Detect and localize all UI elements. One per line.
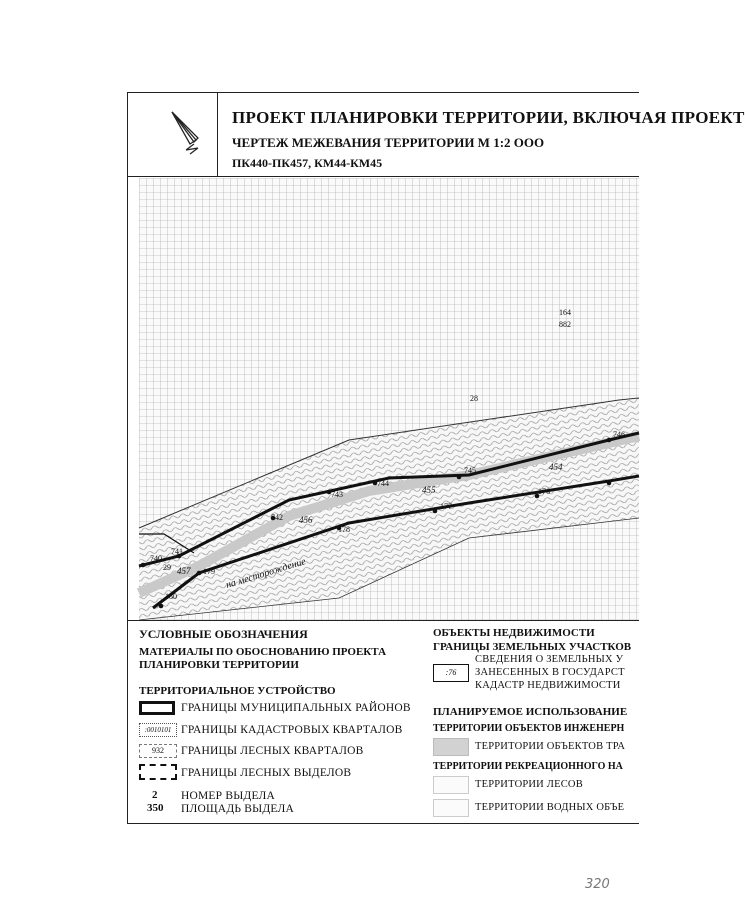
legend-item-forest-section: ГРАНИЦЫ ЛЕСНЫХ ВЫДЕЛОВ — [181, 767, 352, 779]
header-divider — [127, 176, 639, 177]
map-label-455: 455 — [422, 485, 436, 495]
forest-quarter-symbol: 932 — [139, 744, 177, 758]
map-label-741: 741 — [171, 547, 183, 556]
forest-section-symbol — [139, 764, 177, 780]
map-label-457: 457 — [177, 566, 191, 576]
planned-use-heading: ПЛАНИРУЕМОЕ ИСПОЛЬЗОВАНИЕ — [433, 706, 628, 718]
land-info-line2: ЗАНЕСЕННЫХ В ГОСУДАРСТ — [475, 667, 625, 678]
land-plots-heading: ГРАНИЦЫ ЗЕМЕЛЬНЫХ УЧАСТКОВ — [433, 641, 632, 653]
property-heading: ОБЪЕКТЫ НЕДВИЖИМОСТИ — [433, 627, 595, 639]
engineering-heading: ТЕРРИТОРИИ ОБЪЕКТОВ ИНЖЕНЕРН — [433, 723, 625, 734]
map-label-177: 177 — [440, 502, 452, 511]
land-info-line1: СВЕДЕНИЯ О ЗЕМЕЛЬНЫХ У — [475, 654, 624, 665]
engineering-symbol — [433, 738, 469, 756]
map-label-456: 456 — [299, 515, 313, 525]
legend-item-engineering: ТЕРРИТОРИИ ОБЪЕКТОВ ТРА — [475, 741, 626, 752]
section-number-label: НОМЕР ВЫДЕЛА — [181, 790, 276, 802]
section-area-sample: 350 — [147, 802, 164, 814]
map-canvas — [139, 178, 639, 620]
logo-divider — [217, 92, 218, 176]
map-label-744: 744 — [377, 479, 389, 488]
cadastral-quarter-symbol: :0010101 — [139, 723, 177, 737]
section-area-label: ПЛОЩАДЬ ВЫДЕЛА — [181, 803, 294, 815]
forest-territory-symbol — [433, 776, 469, 794]
map-label-742: 742 — [271, 513, 283, 522]
legend-item-forest: ТЕРРИТОРИИ ЛЕСОВ — [475, 779, 583, 790]
map-label-29: 29 — [163, 563, 171, 572]
materials-heading-line2: ПЛАНИРОВКИ ТЕРРИТОРИИ — [139, 659, 299, 671]
map-label-743: 743 — [331, 490, 343, 499]
section-number-sample: 2 — [152, 789, 158, 801]
map-label-176: 176 — [538, 487, 550, 496]
land-info-line3: КАДАСТР НЕДВИЖИМОСТИ — [475, 680, 621, 691]
legend-item-water: ТЕРРИТОРИИ ВОДНЫХ ОБЪЕ — [475, 802, 625, 813]
legend-item-cadastral: ГРАНИЦЫ КАДАСТРОВЫХ КВАРТАЛОВ — [181, 724, 403, 736]
map-label-180: 180 — [165, 592, 177, 601]
recreation-heading: ТЕРРИТОРИИ РЕКРЕАЦИОННОГО НА — [433, 761, 623, 772]
land-plot-symbol: :76 — [433, 664, 469, 682]
materials-heading-line1: МАТЕРИАЛЫ ПО ОБОСНОВАНИЮ ПРОЕКТА — [139, 646, 387, 658]
road-label: на месторождение — [224, 556, 308, 591]
map-label-745: 745 — [464, 466, 476, 475]
map-label-164: 164 — [559, 308, 571, 317]
map-label-28: 28 — [470, 394, 478, 403]
page-title: ПРОЕКТ ПЛАНИРОВКИ ТЕРРИТОРИИ, ВКЛЮЧАЯ ПРОЕКТ — [232, 108, 745, 127]
map-label-746: 746 — [613, 430, 625, 439]
map-area — [139, 178, 639, 620]
legend-divider — [127, 620, 639, 621]
north-arrow-icon — [150, 100, 210, 168]
picket-range: ПК440-ПК457, КМ44-КМ45 — [232, 156, 383, 170]
map-label-178: 178 — [338, 525, 350, 534]
legend-item-municipal: ГРАНИЦЫ МУНИЦИПАЛЬНЫХ РАЙОНОВ — [181, 702, 411, 714]
map-label-179: 179 — [203, 567, 215, 576]
map-label-454: 454 — [549, 462, 563, 472]
map-label-740: 740 — [150, 554, 162, 563]
legend-heading: УСЛОВНЫЕ ОБОЗНАЧЕНИЯ — [139, 627, 308, 641]
territorial-heading: ТЕРРИТОРИАЛЬНОЕ УСТРОЙСТВО — [139, 685, 336, 697]
drawing-subtitle: ЧЕРТЕЖ МЕЖЕВАНИЯ ТЕРРИТОРИИ М 1:2 ООО — [232, 135, 545, 150]
map-label-882: 882 — [559, 320, 571, 329]
municipal-boundary-symbol — [139, 701, 175, 715]
water-territory-symbol — [433, 799, 469, 817]
legend-item-forest-quarter: ГРАНИЦЫ ЛЕСНЫХ КВАРТАЛОВ — [181, 745, 364, 757]
page-number: 320 — [585, 877, 610, 892]
